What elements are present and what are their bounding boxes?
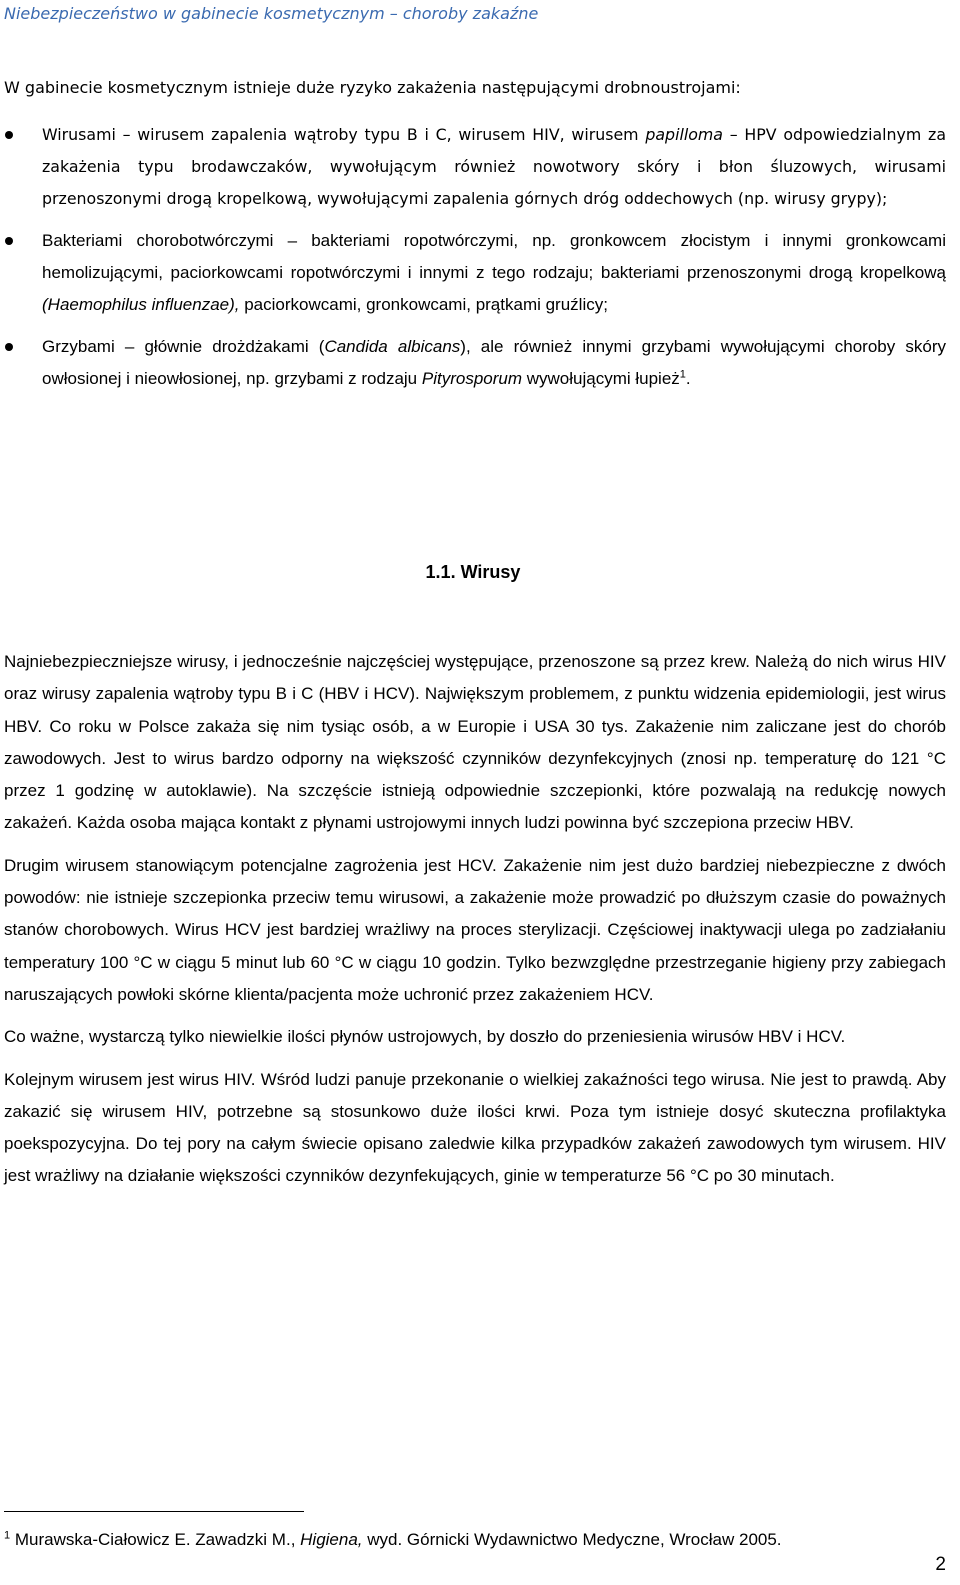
footnote-divider [4, 1511, 304, 1512]
paragraph: Najniebezpieczniejsze wirusy, i jednocześnie najczęściej występujące, przenoszone są przez krew. Należą do nich wirus HIV oraz wirusy zapalenia wątroby typu B i C (HBV i HCV). Największym problemem, z punktu widzenia epidemiologii, jest wirus HBV. Co roku w Polsce zakaża się nim tysiąc osób, a w Europie i USA 30 tys. Zakażenie nim zaliczane jest do chorób zawodowych. Jest to wirus bardzo odporny na większość czynników dezynfekcyjnych (znosi np. temperaturę do 121 °C przez 1 godzinę w autoklawie). Na szczęście istnieją odpowiednie szczepionki, które pozwalają na redukcję nowych zakażeń. Każda osoba mająca kontakt z płynami ustrojowymi innych ludzi powinna być szczepiona przeciw HBV. [4, 652, 946, 833]
running-header: Niebezpieczeństwo w gabinecie kosmetycznym – choroby zakaźne [4, 4, 539, 23]
text-segment: Bakteriami chorobotwórczymi – bakteriami ropotwórczymi, np. gronkowcem złocistym i innymi gronkowcami hemolizującymi, paciorkowcami ropotwórczymi i innymi z tego rodzaju; bakteriami przenoszonymi drogą kropelkową [42, 231, 946, 282]
section-heading: 1.1. Wirusy [425, 562, 521, 582]
footnote-number: 1 [4, 1529, 11, 1542]
footnote [4, 1530, 782, 1550]
italic-term: Pityrosporum [421, 369, 523, 388]
microbe-list [0, 119, 946, 405]
list-item-bacteria [0, 225, 946, 321]
text-segment: – HPV odpowiedzialnym za zakażenia typu brodawczaków, wywołującym również nowotwory skóry i błon śluzowych, wirusami przenoszonymi drogą kropelkową, wywołującymi zapalenia górnych dróg oddechowych (np. wirusy grypy); [42, 125, 946, 208]
paragraph: Co ważne, wystarczą tylko niewielkie ilości płynów ustrojowych, by doszło do przeniesienia wirusów HBV i HCV. [4, 1027, 846, 1047]
text-segment: ), ale również innymi grzybami wywołującymi choroby skóry owłosionej i nieowłosionej, np. grzybami z rodzaju [42, 337, 947, 388]
text-segment: . [685, 369, 691, 388]
paragraph: Drugim wirusem stanowiącym potencjalne zagrożenia jest HCV. Zakażenie nim jest dużo bardziej niebezpieczne z dwóch powodów: nie istnieje szczepionka przeciw temu wirusowi, a zakażenie może prowadzić po dłuższym czasie do poważnych stanów chorobowych. Wirus HCV jest bardziej wrażliwy na proces sterylizacji. Częściowej inaktywacji ulega po zadziałaniu temperatury 100 °C w ciągu 5 minut lub 60 °C w ciągu 10 godzin. Tylko bezwzględne przestrzeganie higieny przy zabiegach naruszających powłoki skórne klienta/pacjenta może uchronić przez zakażeniem HCV. [4, 855, 946, 1004]
text-segment: paciorkowcami, gronkowcami, prątkami gruźlicy; [239, 295, 608, 314]
text-segment: Wirusami – wirusem zapalenia wątroby typu B i C, wirusem HIV, wirusem [42, 125, 646, 144]
italic-term: Higiena, [300, 1530, 363, 1549]
list-item-viruses [0, 119, 946, 215]
italic-term: (Haemophilus influenzae), [42, 295, 240, 314]
paragraph: Kolejnym wirusem jest wirus HIV. Wśród ludzi panuje przekonanie o wielkiej zakaźności tego wirusa. Nie jest to prawdą. Aby zakazić się wirusem HIV, potrzebne są stosunkowo duże ilości krwi. Poza tym istnieje dosyć skuteczna profilaktyka poekspozycyjna. Do tej pory na całym świecie opisano zaledwie kilka przypadków zakażeń zawodowych tym wirusem. HIV jest wrażliwy na działanie większości czynników dezynfekujących, ginie w temperaturze 56 °C po 30 minutach. [4, 1069, 946, 1186]
italic-term: Candida albicans [324, 337, 461, 356]
page-number: 2 [935, 1554, 946, 1575]
body-text [4, 646, 946, 1203]
footnote-ref[interactable]: 1 [679, 368, 686, 381]
intro-text: W gabinecie kosmetycznym istnieje duże ryzyko zakażenia następującymi drobnoustrojami: [4, 78, 741, 97]
text-segment: wywołującymi łupież [522, 369, 680, 388]
list-item-fungi [0, 331, 946, 395]
text-segment: wyd. Górnicki Wydawnictwo Medyczne, Wrocław 2005. [362, 1530, 782, 1549]
italic-term: papilloma [645, 125, 723, 144]
text-segment: Murawska-Ciałowicz E. Zawadzki M., [14, 1530, 301, 1549]
text-segment: Grzybami – głównie drożdżakami ( [42, 337, 325, 356]
